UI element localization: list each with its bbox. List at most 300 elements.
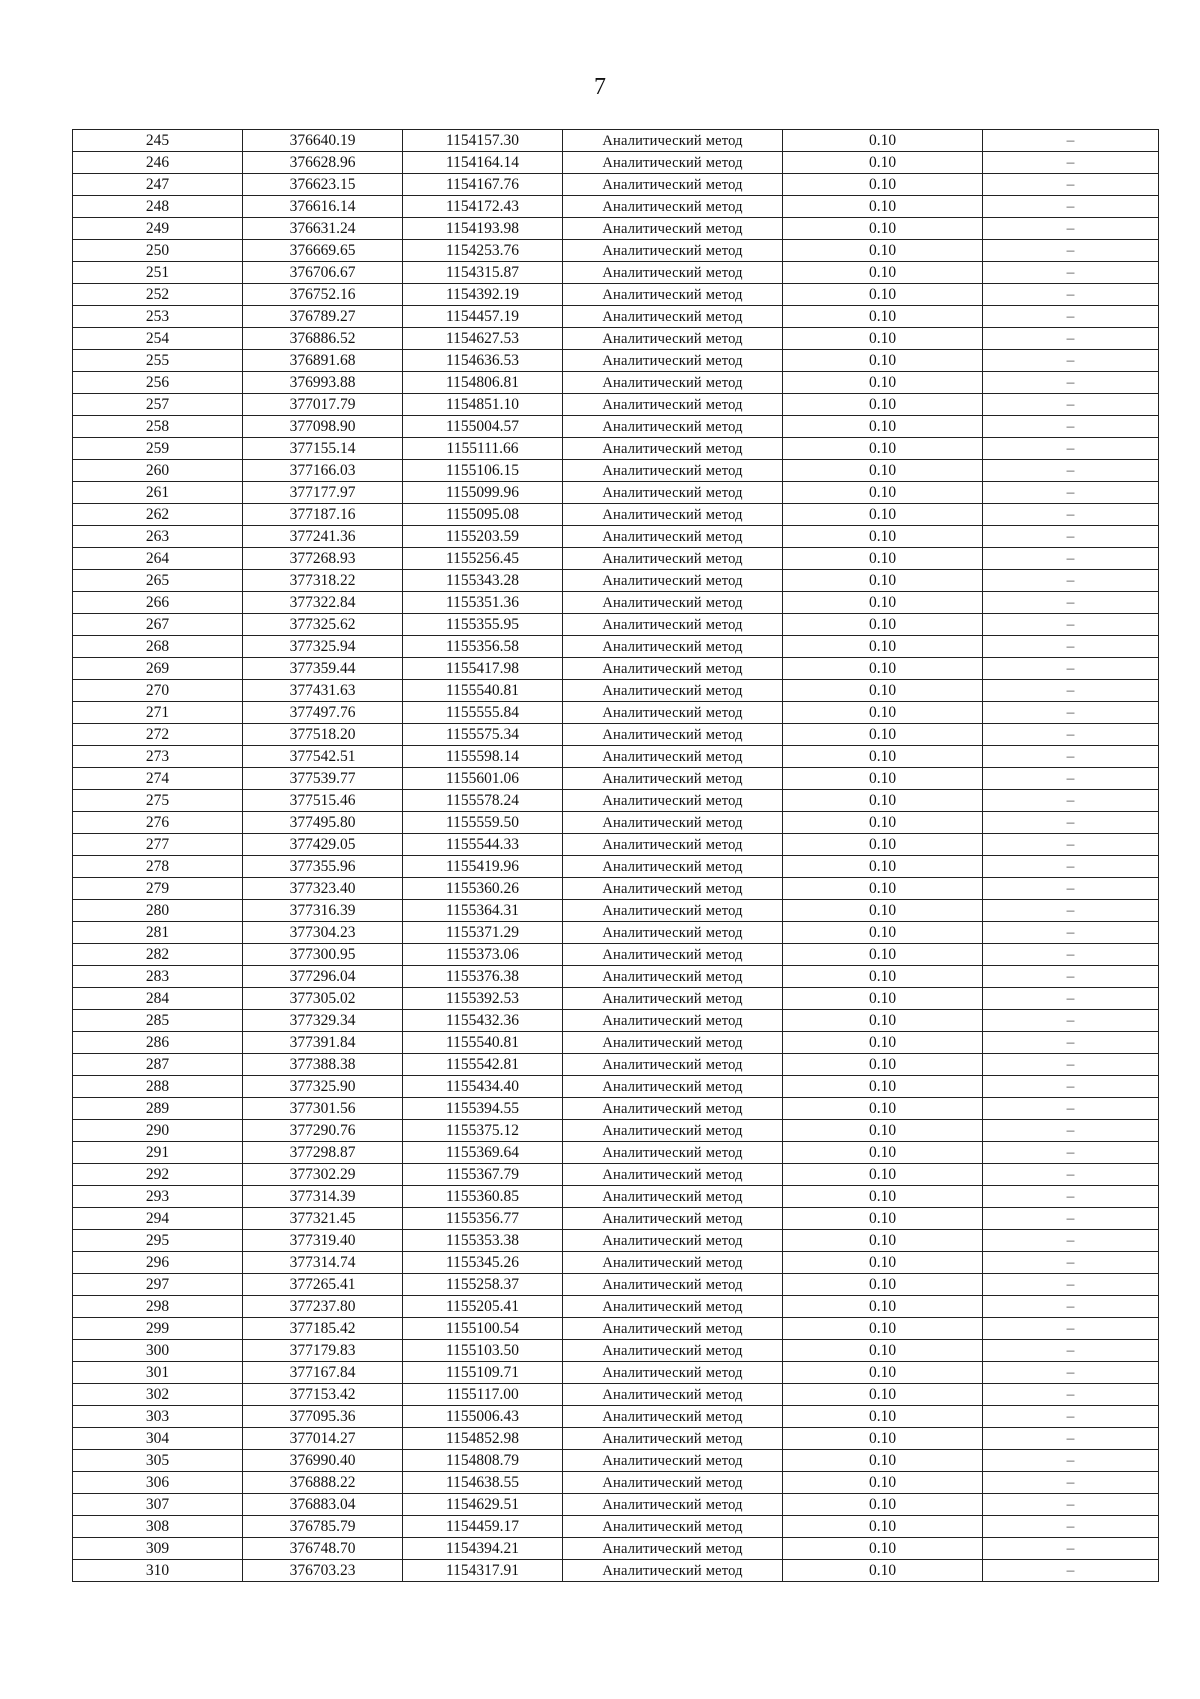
method-cell: Аналитический метод	[563, 504, 783, 526]
error-cell: 0.10	[783, 1472, 983, 1494]
dash-cell: –	[983, 614, 1159, 636]
error-cell: 0.10	[783, 548, 983, 570]
x-coordinate-cell: 376785.79	[243, 1516, 403, 1538]
error-cell: 0.10	[783, 196, 983, 218]
x-coordinate-cell: 377098.90	[243, 416, 403, 438]
point-number-cell: 258	[73, 416, 243, 438]
dash-cell: –	[983, 328, 1159, 350]
x-coordinate-cell: 376623.15	[243, 174, 403, 196]
table-row	[73, 262, 1159, 284]
method-cell: Аналитический метод	[563, 174, 783, 196]
dash-cell: –	[983, 1164, 1159, 1186]
point-number-cell: 256	[73, 372, 243, 394]
method-cell: Аналитический метод	[563, 834, 783, 856]
dash-cell: –	[983, 1098, 1159, 1120]
dash-cell: –	[983, 1076, 1159, 1098]
y-coordinate-cell: 1154167.76	[403, 174, 563, 196]
error-cell: 0.10	[783, 416, 983, 438]
method-cell: Аналитический метод	[563, 350, 783, 372]
error-cell: 0.10	[783, 1164, 983, 1186]
method-cell: Аналитический метод	[563, 1164, 783, 1186]
dash-cell: –	[983, 856, 1159, 878]
y-coordinate-cell: 1155432.36	[403, 1010, 563, 1032]
dash-cell: –	[983, 1384, 1159, 1406]
point-number-cell: 251	[73, 262, 243, 284]
y-coordinate-cell: 1155367.79	[403, 1164, 563, 1186]
dash-cell: –	[983, 1340, 1159, 1362]
error-cell: 0.10	[783, 1230, 983, 1252]
x-coordinate-cell: 376706.67	[243, 262, 403, 284]
dash-cell: –	[983, 438, 1159, 460]
dash-cell: –	[983, 768, 1159, 790]
table-row	[73, 680, 1159, 702]
y-coordinate-cell: 1155373.06	[403, 944, 563, 966]
point-number-cell: 303	[73, 1406, 243, 1428]
x-coordinate-cell: 377318.22	[243, 570, 403, 592]
dash-cell: –	[983, 1208, 1159, 1230]
dash-cell: –	[983, 1252, 1159, 1274]
table-row	[73, 834, 1159, 856]
y-coordinate-cell: 1154808.79	[403, 1450, 563, 1472]
dash-cell: –	[983, 658, 1159, 680]
method-cell: Аналитический метод	[563, 394, 783, 416]
y-coordinate-cell: 1155578.24	[403, 790, 563, 812]
y-coordinate-cell: 1154627.53	[403, 328, 563, 350]
x-coordinate-cell: 377323.40	[243, 878, 403, 900]
method-cell: Аналитический метод	[563, 306, 783, 328]
method-cell: Аналитический метод	[563, 570, 783, 592]
dash-cell: –	[983, 1142, 1159, 1164]
method-cell: Аналитический метод	[563, 878, 783, 900]
table-row	[73, 966, 1159, 988]
x-coordinate-cell: 376886.52	[243, 328, 403, 350]
method-cell: Аналитический метод	[563, 416, 783, 438]
error-cell: 0.10	[783, 702, 983, 724]
y-coordinate-cell: 1154638.55	[403, 1472, 563, 1494]
table-row	[73, 416, 1159, 438]
dash-cell: –	[983, 812, 1159, 834]
x-coordinate-cell: 377305.02	[243, 988, 403, 1010]
method-cell: Аналитический метод	[563, 1516, 783, 1538]
y-coordinate-cell: 1155109.71	[403, 1362, 563, 1384]
x-coordinate-cell: 376703.23	[243, 1560, 403, 1582]
x-coordinate-cell: 376993.88	[243, 372, 403, 394]
error-cell: 0.10	[783, 218, 983, 240]
point-number-cell: 291	[73, 1142, 243, 1164]
y-coordinate-cell: 1155355.95	[403, 614, 563, 636]
y-coordinate-cell: 1155205.41	[403, 1296, 563, 1318]
method-cell: Аналитический метод	[563, 1120, 783, 1142]
table-row	[73, 768, 1159, 790]
method-cell: Аналитический метод	[563, 1494, 783, 1516]
method-cell: Аналитический метод	[563, 966, 783, 988]
error-cell: 0.10	[783, 460, 983, 482]
point-number-cell: 280	[73, 900, 243, 922]
error-cell: 0.10	[783, 1340, 983, 1362]
error-cell: 0.10	[783, 482, 983, 504]
dash-cell: –	[983, 746, 1159, 768]
y-coordinate-cell: 1155417.98	[403, 658, 563, 680]
x-coordinate-cell: 377301.56	[243, 1098, 403, 1120]
method-cell: Аналитический метод	[563, 592, 783, 614]
dash-cell: –	[983, 504, 1159, 526]
point-number-cell: 289	[73, 1098, 243, 1120]
y-coordinate-cell: 1154851.10	[403, 394, 563, 416]
point-number-cell: 302	[73, 1384, 243, 1406]
table-row	[73, 878, 1159, 900]
table-row	[73, 1120, 1159, 1142]
dash-cell: –	[983, 680, 1159, 702]
table-row	[73, 988, 1159, 1010]
y-coordinate-cell: 1155360.85	[403, 1186, 563, 1208]
error-cell: 0.10	[783, 1186, 983, 1208]
point-number-cell: 282	[73, 944, 243, 966]
dash-cell: –	[983, 1406, 1159, 1428]
y-coordinate-cell: 1155111.66	[403, 438, 563, 460]
error-cell: 0.10	[783, 1120, 983, 1142]
dash-cell: –	[983, 702, 1159, 724]
table-row	[73, 944, 1159, 966]
table-row	[73, 328, 1159, 350]
error-cell: 0.10	[783, 1538, 983, 1560]
table-row	[73, 1274, 1159, 1296]
point-number-cell: 284	[73, 988, 243, 1010]
table-row	[73, 548, 1159, 570]
point-number-cell: 304	[73, 1428, 243, 1450]
error-cell: 0.10	[783, 988, 983, 1010]
y-coordinate-cell: 1155394.55	[403, 1098, 563, 1120]
error-cell: 0.10	[783, 1076, 983, 1098]
method-cell: Аналитический метод	[563, 1208, 783, 1230]
method-cell: Аналитический метод	[563, 152, 783, 174]
y-coordinate-cell: 1154636.53	[403, 350, 563, 372]
y-coordinate-cell: 1154457.19	[403, 306, 563, 328]
table-row	[73, 746, 1159, 768]
point-number-cell: 307	[73, 1494, 243, 1516]
dash-cell: –	[983, 174, 1159, 196]
method-cell: Аналитический метод	[563, 1472, 783, 1494]
method-cell: Аналитический метод	[563, 460, 783, 482]
x-coordinate-cell: 377542.51	[243, 746, 403, 768]
method-cell: Аналитический метод	[563, 1032, 783, 1054]
point-number-cell: 245	[73, 130, 243, 152]
y-coordinate-cell: 1154392.19	[403, 284, 563, 306]
x-coordinate-cell: 377539.77	[243, 768, 403, 790]
dash-cell: –	[983, 350, 1159, 372]
dash-cell: –	[983, 922, 1159, 944]
method-cell: Аналитический метод	[563, 1274, 783, 1296]
dash-cell: –	[983, 592, 1159, 614]
point-number-cell: 295	[73, 1230, 243, 1252]
table-row	[73, 504, 1159, 526]
error-cell: 0.10	[783, 1142, 983, 1164]
table-row	[73, 1054, 1159, 1076]
point-number-cell: 250	[73, 240, 243, 262]
dash-cell: –	[983, 1120, 1159, 1142]
table-row	[73, 658, 1159, 680]
table-row	[73, 570, 1159, 592]
dash-cell: –	[983, 1230, 1159, 1252]
y-coordinate-cell: 1155351.36	[403, 592, 563, 614]
y-coordinate-cell: 1155106.15	[403, 460, 563, 482]
method-cell: Аналитический метод	[563, 614, 783, 636]
y-coordinate-cell: 1154253.76	[403, 240, 563, 262]
page-number: 7	[594, 74, 606, 100]
table-row	[73, 1098, 1159, 1120]
error-cell: 0.10	[783, 1450, 983, 1472]
x-coordinate-cell: 377391.84	[243, 1032, 403, 1054]
dash-cell: –	[983, 834, 1159, 856]
point-number-cell: 253	[73, 306, 243, 328]
x-coordinate-cell: 377314.74	[243, 1252, 403, 1274]
y-coordinate-cell: 1155540.81	[403, 680, 563, 702]
y-coordinate-cell: 1155343.28	[403, 570, 563, 592]
table-row	[73, 174, 1159, 196]
point-number-cell: 260	[73, 460, 243, 482]
x-coordinate-cell: 377325.94	[243, 636, 403, 658]
dash-cell: –	[983, 1010, 1159, 1032]
point-number-cell: 283	[73, 966, 243, 988]
dash-cell: –	[983, 152, 1159, 174]
y-coordinate-cell: 1155392.53	[403, 988, 563, 1010]
error-cell: 0.10	[783, 1208, 983, 1230]
method-cell: Аналитический метод	[563, 240, 783, 262]
table-row	[73, 900, 1159, 922]
x-coordinate-cell: 377325.90	[243, 1076, 403, 1098]
table-row	[73, 482, 1159, 504]
method-cell: Аналитический метод	[563, 196, 783, 218]
point-number-cell: 277	[73, 834, 243, 856]
table-row	[73, 636, 1159, 658]
error-cell: 0.10	[783, 1494, 983, 1516]
point-number-cell: 286	[73, 1032, 243, 1054]
y-coordinate-cell: 1155434.40	[403, 1076, 563, 1098]
x-coordinate-cell: 377187.16	[243, 504, 403, 526]
method-cell: Аналитический метод	[563, 1340, 783, 1362]
error-cell: 0.10	[783, 504, 983, 526]
dash-cell: –	[983, 944, 1159, 966]
point-number-cell: 249	[73, 218, 243, 240]
y-coordinate-cell: 1154629.51	[403, 1494, 563, 1516]
x-coordinate-cell: 377314.39	[243, 1186, 403, 1208]
method-cell: Аналитический метод	[563, 768, 783, 790]
dash-cell: –	[983, 262, 1159, 284]
x-coordinate-cell: 377304.23	[243, 922, 403, 944]
point-number-cell: 272	[73, 724, 243, 746]
point-number-cell: 269	[73, 658, 243, 680]
y-coordinate-cell: 1155376.38	[403, 966, 563, 988]
method-cell: Аналитический метод	[563, 1362, 783, 1384]
method-cell: Аналитический метод	[563, 1010, 783, 1032]
method-cell: Аналитический метод	[563, 1142, 783, 1164]
error-cell: 0.10	[783, 1516, 983, 1538]
error-cell: 0.10	[783, 1428, 983, 1450]
point-number-cell: 300	[73, 1340, 243, 1362]
error-cell: 0.10	[783, 922, 983, 944]
method-cell: Аналитический метод	[563, 680, 783, 702]
y-coordinate-cell: 1154172.43	[403, 196, 563, 218]
y-coordinate-cell: 1154806.81	[403, 372, 563, 394]
x-coordinate-cell: 376888.22	[243, 1472, 403, 1494]
y-coordinate-cell: 1155100.54	[403, 1318, 563, 1340]
y-coordinate-cell: 1154193.98	[403, 218, 563, 240]
method-cell: Аналитический метод	[563, 746, 783, 768]
dash-cell: –	[983, 966, 1159, 988]
method-cell: Аналитический метод	[563, 372, 783, 394]
error-cell: 0.10	[783, 966, 983, 988]
x-coordinate-cell: 377329.34	[243, 1010, 403, 1032]
method-cell: Аналитический метод	[563, 1230, 783, 1252]
method-cell: Аналитический метод	[563, 658, 783, 680]
y-coordinate-cell: 1155256.45	[403, 548, 563, 570]
point-number-cell: 259	[73, 438, 243, 460]
x-coordinate-cell: 376616.14	[243, 196, 403, 218]
table-row	[73, 1076, 1159, 1098]
point-number-cell: 299	[73, 1318, 243, 1340]
dash-cell: –	[983, 1472, 1159, 1494]
coordinates-table	[72, 129, 1159, 1582]
point-number-cell: 292	[73, 1164, 243, 1186]
error-cell: 0.10	[783, 878, 983, 900]
point-number-cell: 262	[73, 504, 243, 526]
point-number-cell: 293	[73, 1186, 243, 1208]
point-number-cell: 278	[73, 856, 243, 878]
table-row	[73, 790, 1159, 812]
y-coordinate-cell: 1155099.96	[403, 482, 563, 504]
dash-cell: –	[983, 900, 1159, 922]
y-coordinate-cell: 1155353.38	[403, 1230, 563, 1252]
y-coordinate-cell: 1155555.84	[403, 702, 563, 724]
error-cell: 0.10	[783, 1010, 983, 1032]
point-number-cell: 261	[73, 482, 243, 504]
point-number-cell: 298	[73, 1296, 243, 1318]
point-number-cell: 275	[73, 790, 243, 812]
error-cell: 0.10	[783, 790, 983, 812]
y-coordinate-cell: 1154394.21	[403, 1538, 563, 1560]
table-row	[73, 1296, 1159, 1318]
x-coordinate-cell: 377265.41	[243, 1274, 403, 1296]
error-cell: 0.10	[783, 174, 983, 196]
error-cell: 0.10	[783, 130, 983, 152]
x-coordinate-cell: 377325.62	[243, 614, 403, 636]
x-coordinate-cell: 376669.65	[243, 240, 403, 262]
error-cell: 0.10	[783, 724, 983, 746]
method-cell: Аналитический метод	[563, 988, 783, 1010]
method-cell: Аналитический метод	[563, 636, 783, 658]
x-coordinate-cell: 377388.38	[243, 1054, 403, 1076]
table-row	[73, 812, 1159, 834]
y-coordinate-cell: 1155356.58	[403, 636, 563, 658]
error-cell: 0.10	[783, 900, 983, 922]
y-coordinate-cell: 1155371.29	[403, 922, 563, 944]
point-number-cell: 257	[73, 394, 243, 416]
dash-cell: –	[983, 1538, 1159, 1560]
point-number-cell: 287	[73, 1054, 243, 1076]
dash-cell: –	[983, 196, 1159, 218]
point-number-cell: 306	[73, 1472, 243, 1494]
dash-cell: –	[983, 460, 1159, 482]
dash-cell: –	[983, 1494, 1159, 1516]
method-cell: Аналитический метод	[563, 1076, 783, 1098]
dash-cell: –	[983, 1362, 1159, 1384]
point-number-cell: 246	[73, 152, 243, 174]
y-coordinate-cell: 1155369.64	[403, 1142, 563, 1164]
error-cell: 0.10	[783, 152, 983, 174]
table-row	[73, 1164, 1159, 1186]
table-row	[73, 1362, 1159, 1384]
y-coordinate-cell: 1154852.98	[403, 1428, 563, 1450]
x-coordinate-cell: 377322.84	[243, 592, 403, 614]
table-row	[73, 1472, 1159, 1494]
y-coordinate-cell: 1154157.30	[403, 130, 563, 152]
method-cell: Аналитический метод	[563, 922, 783, 944]
y-coordinate-cell: 1155601.06	[403, 768, 563, 790]
table-row	[73, 284, 1159, 306]
x-coordinate-cell: 377316.39	[243, 900, 403, 922]
method-cell: Аналитический метод	[563, 438, 783, 460]
dash-cell: –	[983, 790, 1159, 812]
error-cell: 0.10	[783, 438, 983, 460]
table-row	[73, 1560, 1159, 1582]
x-coordinate-cell: 377355.96	[243, 856, 403, 878]
point-number-cell: 297	[73, 1274, 243, 1296]
point-number-cell: 266	[73, 592, 243, 614]
error-cell: 0.10	[783, 1560, 983, 1582]
dash-cell: –	[983, 548, 1159, 570]
method-cell: Аналитический метод	[563, 1560, 783, 1582]
y-coordinate-cell: 1155375.12	[403, 1120, 563, 1142]
dash-cell: –	[983, 636, 1159, 658]
y-coordinate-cell: 1154164.14	[403, 152, 563, 174]
point-number-cell: 309	[73, 1538, 243, 1560]
x-coordinate-cell: 377185.42	[243, 1318, 403, 1340]
y-coordinate-cell: 1154315.87	[403, 262, 563, 284]
table-row	[73, 196, 1159, 218]
y-coordinate-cell: 1155559.50	[403, 812, 563, 834]
table-row	[73, 1142, 1159, 1164]
error-cell: 0.10	[783, 636, 983, 658]
table-row	[73, 592, 1159, 614]
y-coordinate-cell: 1155203.59	[403, 526, 563, 548]
dash-cell: –	[983, 482, 1159, 504]
point-number-cell: 270	[73, 680, 243, 702]
method-cell: Аналитический метод	[563, 702, 783, 724]
error-cell: 0.10	[783, 328, 983, 350]
x-coordinate-cell: 377300.95	[243, 944, 403, 966]
dash-cell: –	[983, 284, 1159, 306]
table-row	[73, 306, 1159, 328]
table-row	[73, 1494, 1159, 1516]
point-number-cell: 296	[73, 1252, 243, 1274]
point-number-cell: 254	[73, 328, 243, 350]
dash-cell: –	[983, 416, 1159, 438]
table-row	[73, 526, 1159, 548]
x-coordinate-cell: 377179.83	[243, 1340, 403, 1362]
point-number-cell: 294	[73, 1208, 243, 1230]
y-coordinate-cell: 1155542.81	[403, 1054, 563, 1076]
x-coordinate-cell: 377495.80	[243, 812, 403, 834]
point-number-cell: 252	[73, 284, 243, 306]
dash-cell: –	[983, 1428, 1159, 1450]
dash-cell: –	[983, 1032, 1159, 1054]
x-coordinate-cell: 377177.97	[243, 482, 403, 504]
y-coordinate-cell: 1155117.00	[403, 1384, 563, 1406]
y-coordinate-cell: 1155544.33	[403, 834, 563, 856]
x-coordinate-cell: 376752.16	[243, 284, 403, 306]
error-cell: 0.10	[783, 1274, 983, 1296]
error-cell: 0.10	[783, 350, 983, 372]
method-cell: Аналитический метод	[563, 1318, 783, 1340]
